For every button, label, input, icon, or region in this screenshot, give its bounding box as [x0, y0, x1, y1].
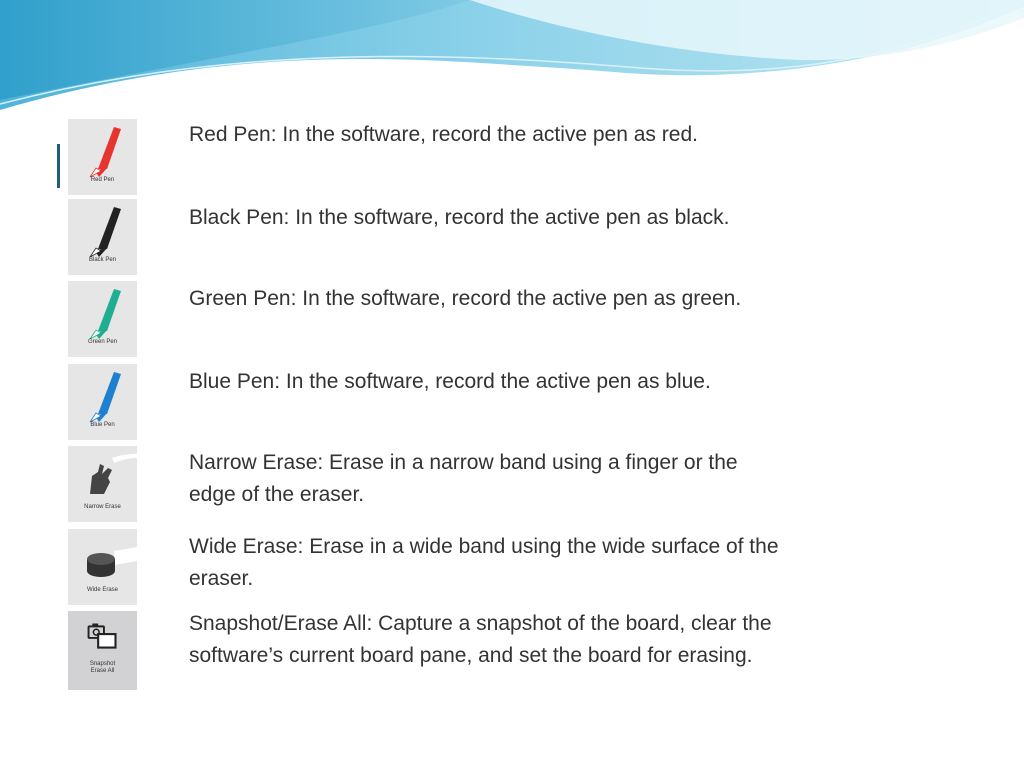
snapshot-tile: [68, 611, 137, 690]
description-line: Narrow Erase: Erase in a narrow band using a finger or the: [189, 451, 738, 474]
red-pen-tile: [68, 119, 137, 195]
tile-label-line: Erase All: [90, 668, 115, 674]
description-line: Black Pen: In the software, record the active pen as black.: [189, 206, 730, 229]
tile-label: Blue Pen: [90, 422, 115, 428]
snapshot-icon: [68, 611, 137, 687]
tool-row-black-pen: [68, 199, 909, 277]
tile-label: Wide Erase: [86, 587, 118, 593]
tile-label: Narrow Erase: [84, 504, 121, 510]
tool-description: [189, 119, 889, 151]
tile-label-line: Snapshot: [89, 661, 116, 667]
description-line: Wide Erase: Erase in a wide band using the wide surface of the: [189, 535, 779, 558]
title-accent-bar: [57, 144, 60, 188]
green-pen-tile: [68, 281, 137, 357]
tool-row-wide-erase: [68, 529, 909, 607]
tool-row-narrow-erase: [68, 446, 909, 524]
tool-legend-panel: [68, 119, 909, 693]
tool-row-red-pen: [68, 119, 909, 197]
description-line: edge of the eraser.: [189, 483, 365, 506]
tool-row-green-pen: [68, 281, 909, 359]
description-line: Blue Pen: In the software, record the active pen as blue.: [189, 370, 711, 393]
description-line: Green Pen: In the software, record the active pen as green.: [189, 287, 742, 310]
black-pen-tile: [68, 199, 137, 275]
tool-description: [189, 447, 889, 511]
tile-label: Red Pen: [90, 177, 115, 183]
description-line: software’s current board pane, and set the board for erasing.: [189, 644, 753, 667]
header-wave-decoration: [0, 0, 1024, 120]
tile-label: [68, 661, 137, 675]
tool-description: [189, 283, 889, 315]
tool-description: [189, 366, 889, 398]
wide-erase-tile: [68, 529, 137, 605]
description-line: eraser.: [189, 567, 254, 590]
tile-label: Green Pen: [87, 339, 118, 345]
narrow-erase-tile: [68, 446, 137, 522]
tool-description: [189, 202, 889, 234]
blue-pen-tile: [68, 364, 137, 440]
tool-description: [189, 531, 889, 595]
tool-row-snapshot-erase-all: [68, 611, 909, 691]
description-line: Snapshot/Erase All: Capture a snapshot of the board, clear the: [189, 612, 772, 635]
tile-label: Black Pen: [88, 257, 116, 263]
tool-row-blue-pen: [68, 364, 909, 442]
tool-description: [189, 608, 889, 672]
description-line: Red Pen: In the software, record the active pen as red.: [189, 123, 698, 146]
